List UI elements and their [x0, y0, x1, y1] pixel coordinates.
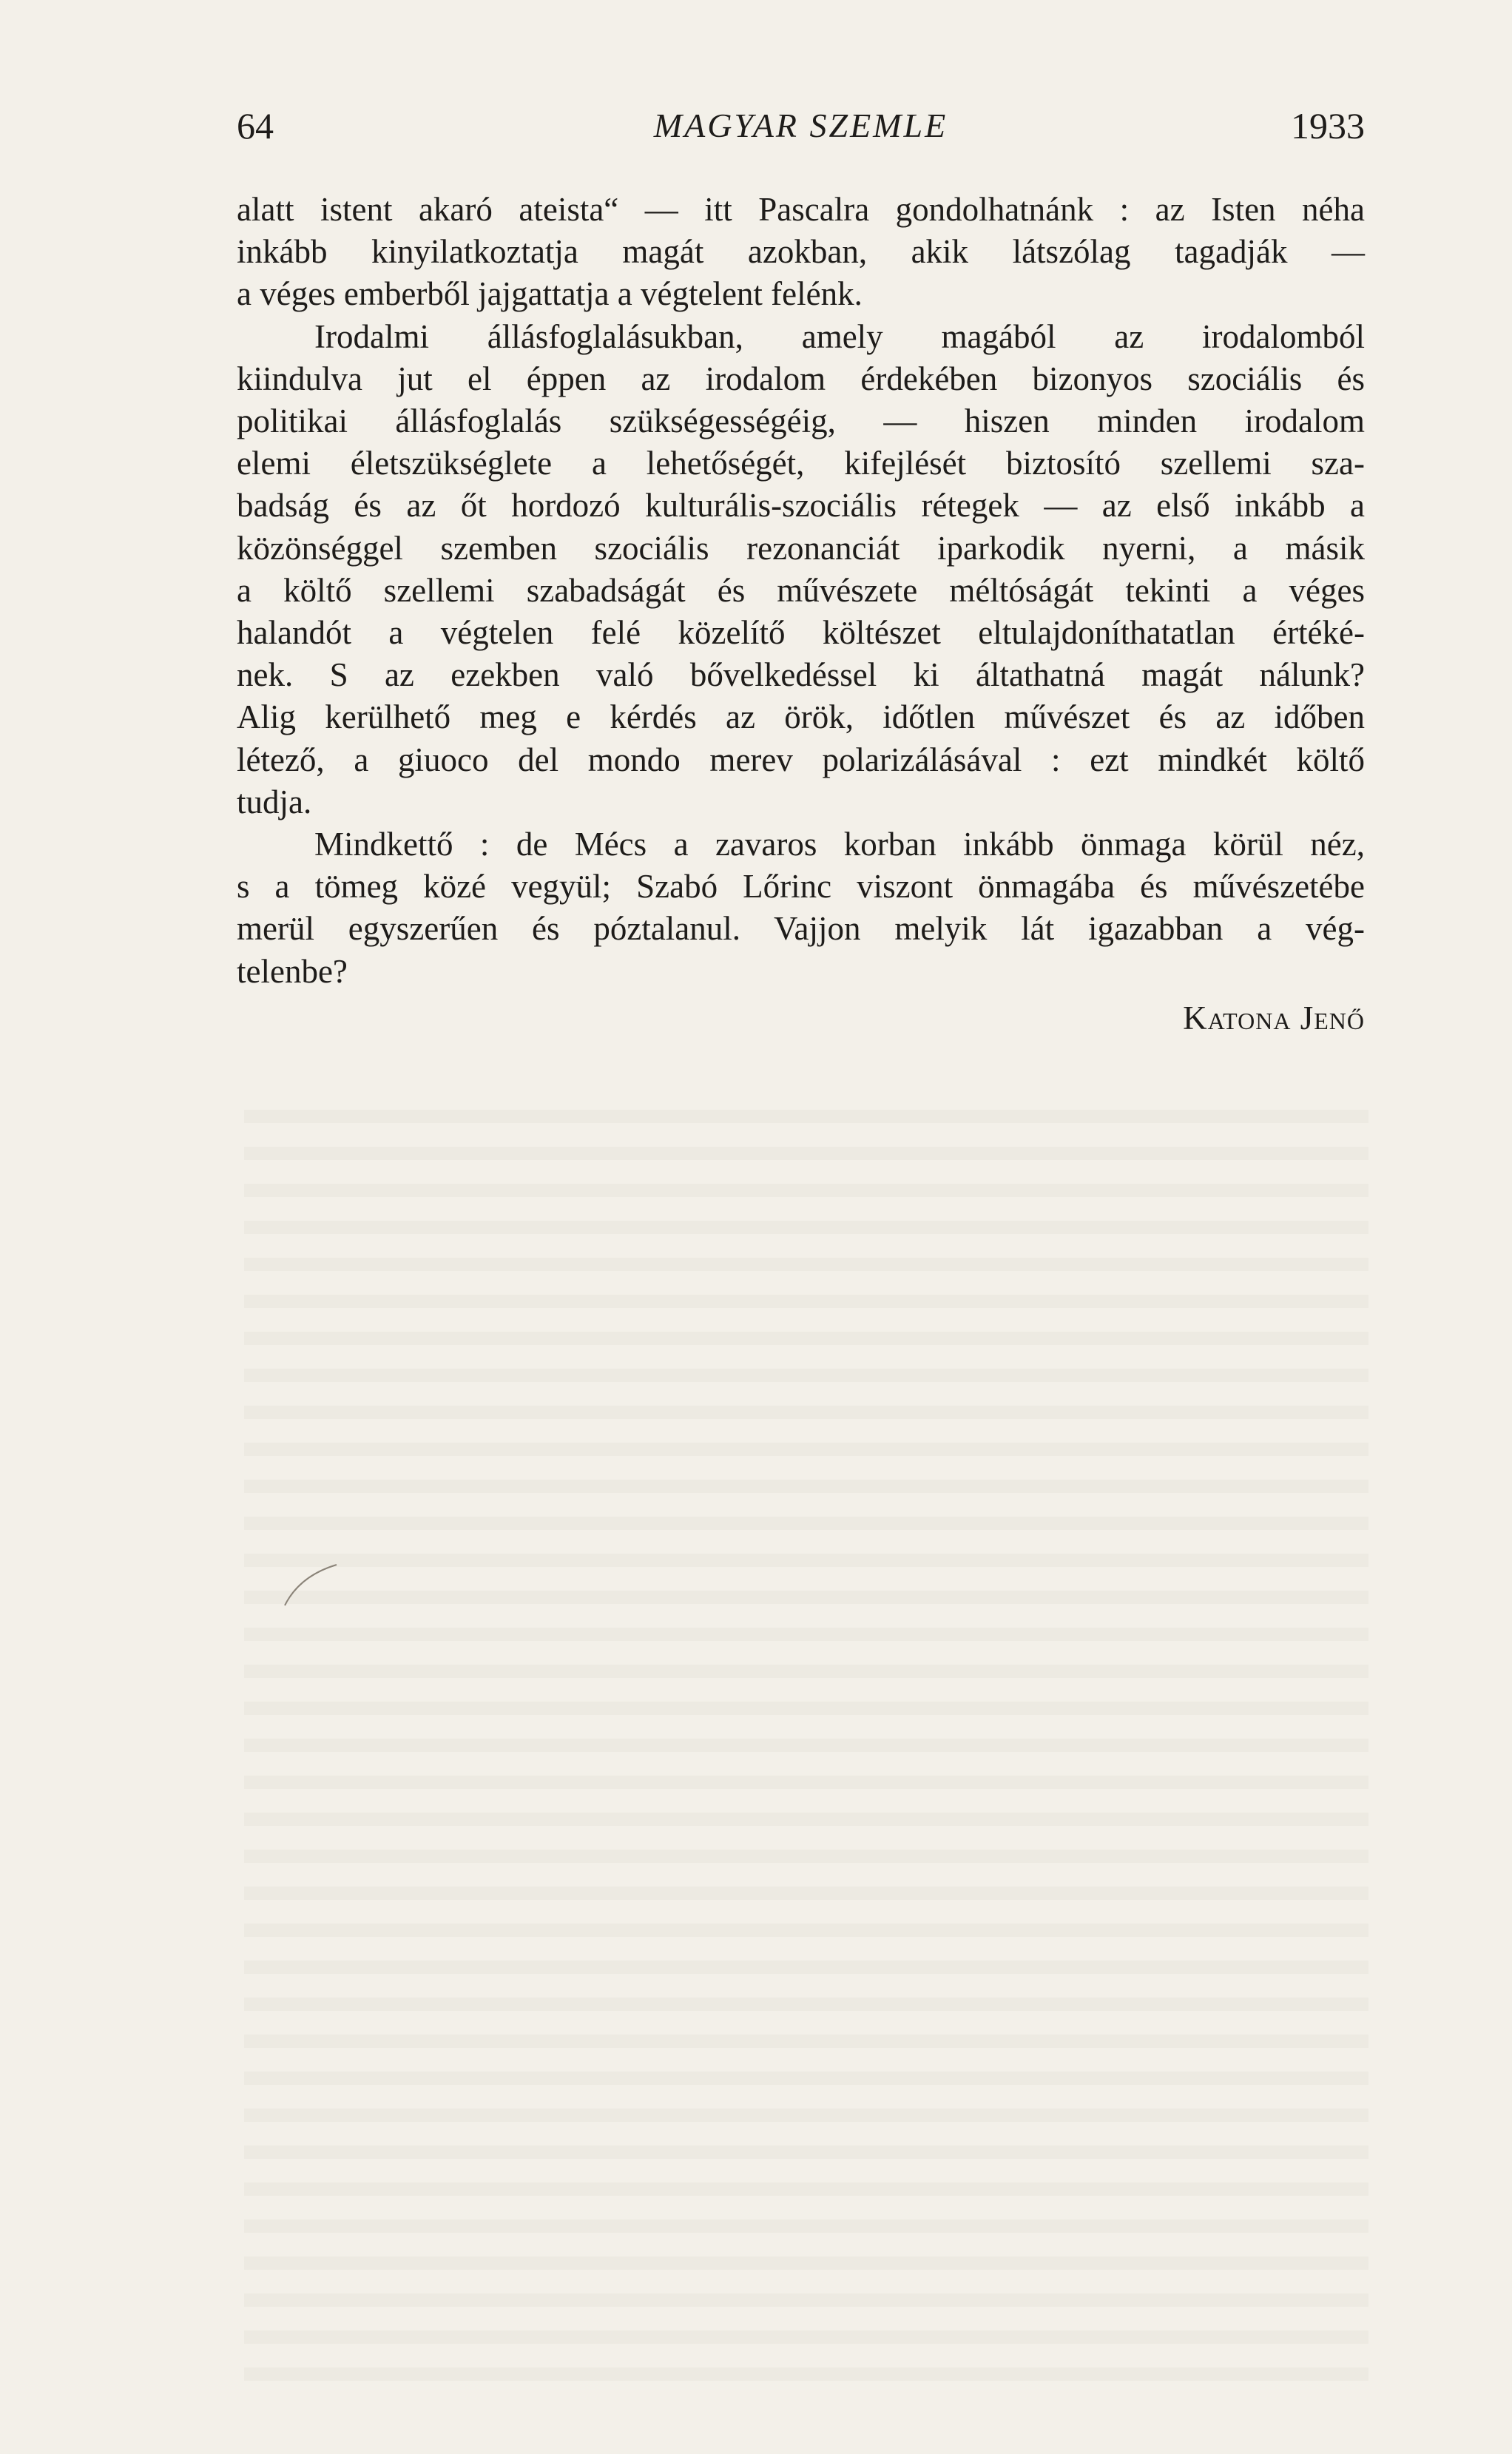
text-line: inkább kinyilatkoztatja magát azokban, akik látszólag tagadják — — [237, 233, 1365, 271]
text-line: Alig kerülhető meg e kérdés az örök, időtlen művészet és az időben — [237, 698, 1365, 736]
text-line: telenbe? — [237, 952, 348, 990]
text-line: a költő szellemi szabadságát és művészete méltóságát tekinti a véges — [237, 571, 1365, 609]
show-through-text — [244, 1110, 1368, 2404]
paragraph — [237, 823, 1365, 993]
text-line: nek. S az ezekben való bővelkedéssel ki áltathatná magát nálunk? — [237, 656, 1365, 694]
text-line: létező, a giuoco del mondo merev polarizálásával : ezt mindkét költő — [237, 741, 1365, 778]
paragraph-continuation — [237, 189, 1365, 316]
text-line: merül egyszerűen és póztalanul. Vajjon melyik lát igazabban a vég- — [237, 910, 1365, 948]
page-number: 64 — [237, 105, 274, 146]
pen-mark — [281, 1554, 340, 1613]
author-signature: Katona Jenő — [1183, 999, 1365, 1036]
text-line: badság és az őt hordozó kulturális-szociális rétegek — az első inkább a — [237, 487, 1365, 525]
text-line: halandót a végtelen felé közelítő költészet eltulajdoníthatatlan értéké- — [237, 614, 1365, 652]
text-line: tudja. — [237, 783, 312, 820]
text-line: politikai állásfoglalás szükségességéig, — hiszen minden irodalom — [237, 402, 1365, 440]
text-line: alatt istent akaró ateista“ — itt Pascalra gondolhatnánk : az Isten néha — [237, 191, 1365, 228]
paragraph — [237, 316, 1365, 823]
article-body — [237, 189, 1365, 1039]
text-line: közönséggel szemben szociális rezonanciát iparkodik nyerni, a másik — [237, 529, 1365, 567]
journal-title: MAGYAR SZEMLE — [653, 107, 948, 144]
publication-year: 1933 — [1291, 105, 1365, 146]
text-line: Irodalmi állásfoglalásukban, amely magából az irodalomból — [314, 317, 1365, 355]
text-line: elemi életszükséglete a lehetőségét, kifejlését biztosító szellemi sza- — [237, 445, 1365, 482]
page-header — [237, 96, 1365, 155]
text-line: kiindulva jut el éppen az irodalom érdekében bizonyos szociális és — [237, 360, 1365, 397]
text-line: Mindkettő : de Mécs a zavaros korban inkább önmaga körül néz, — [314, 826, 1365, 863]
text-line: a véges emberből jajgattatja a végtelent felénk. — [237, 275, 863, 313]
text-line: s a tömeg közé vegyül; Szabó Lőrinc viszont önmagába és művészetébe — [237, 868, 1365, 906]
